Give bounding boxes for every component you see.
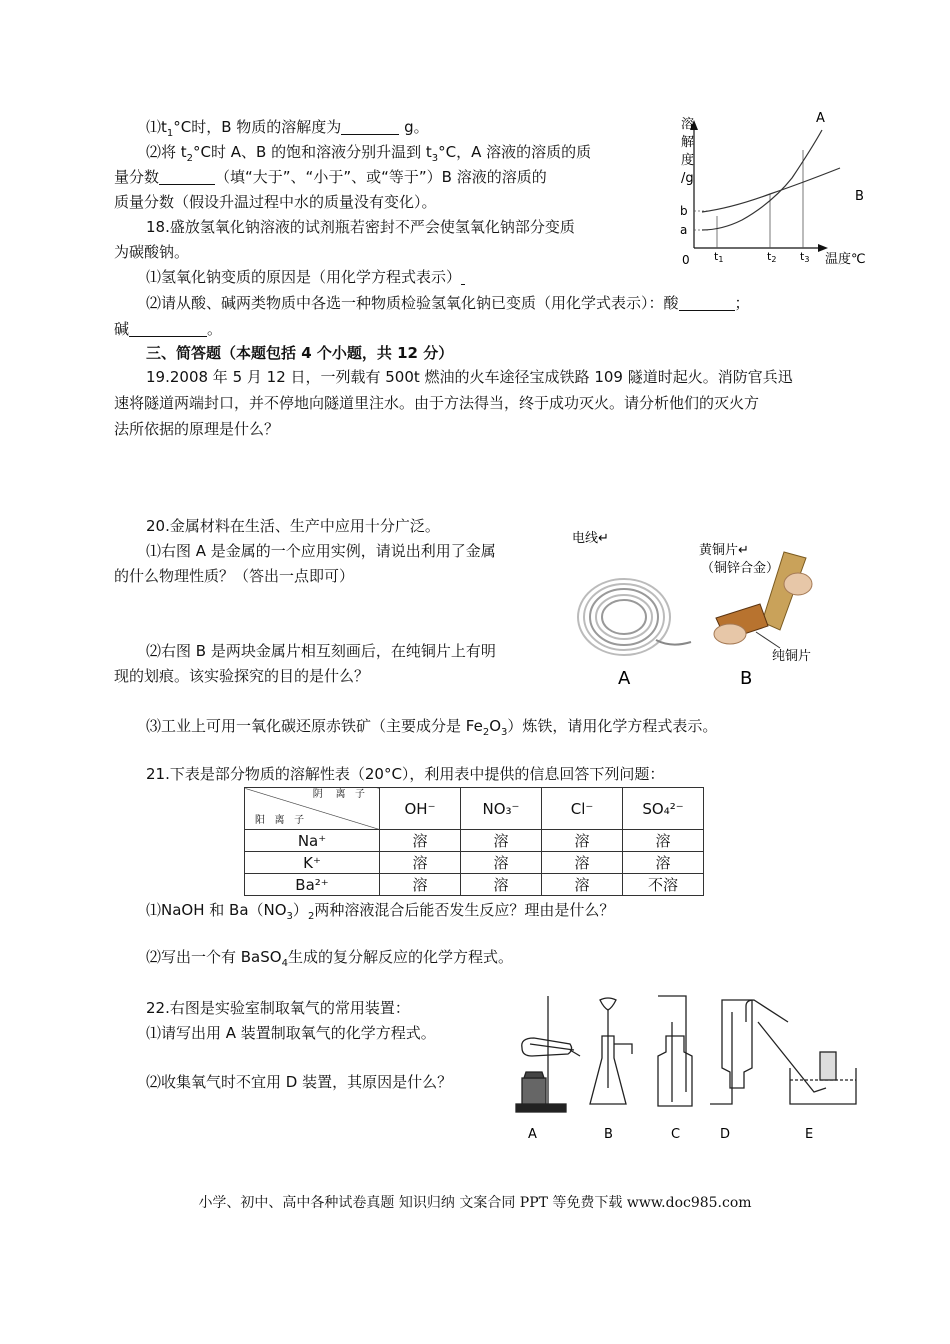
table-cell: 溶 <box>542 830 623 852</box>
q18-part2-line2 <box>114 316 222 342</box>
q21-part1 <box>146 897 614 923</box>
answer-blank[interactable] <box>129 320 207 337</box>
table-cell: 溶 <box>542 852 623 874</box>
text: ⑵写出一个有 BaSO <box>146 948 282 966</box>
subscript: 2 <box>482 727 490 738</box>
table-cell: 溶 <box>623 852 704 874</box>
y-axis-label: 溶解度/g <box>681 117 695 186</box>
q21-intro: 21.下表是部分物质的溶解性表（20°C），利用表中提供的信息回答下列问题： <box>146 765 665 783</box>
table-cell: 溶 <box>380 852 461 874</box>
table-cell: 溶 <box>623 830 704 852</box>
ion-cell: K⁺ <box>245 852 380 874</box>
table-cell: 溶 <box>542 874 623 896</box>
corner-anion: 阴 离 子 <box>312 789 365 800</box>
q17-part1 <box>146 114 429 140</box>
text: ⑴NaOH 和 Ba（NO <box>146 901 287 919</box>
text: 两种溶液混合后能否发生反应？理由是什么？ <box>314 901 615 919</box>
text: °C，A 溶液的溶质的质 <box>438 143 592 161</box>
figure-a-label: A <box>618 668 631 689</box>
subscript: 4 <box>281 958 288 969</box>
subscript: 3 <box>501 727 508 738</box>
text: g。 <box>404 118 429 136</box>
table-cell: 不溶 <box>623 874 704 896</box>
q18-intro: 18.盛放氢氧化钠溶液的试剂瓶若密封不严会使氢氧化钠部分变质 <box>146 218 575 236</box>
apparatus-label-a: A <box>528 1127 537 1142</box>
q22-part2: ⑵收集氧气时不宜用 D 装置，其原因是什么？ <box>146 1073 453 1091</box>
q21-part2 <box>146 944 513 970</box>
q17-part2 <box>146 139 591 165</box>
table-cell: 溶 <box>461 852 542 874</box>
curve-a <box>702 130 822 230</box>
subscript: 3 <box>431 153 439 164</box>
table-header: NO₃⁻ <box>461 788 542 830</box>
text: ⑵将 t <box>146 143 187 161</box>
text: ）炼铁，请用化学方程式表示。 <box>507 717 718 735</box>
text: ⑴t <box>146 118 167 136</box>
text: 碱 <box>114 320 130 338</box>
table-cell: 溶 <box>461 830 542 852</box>
q22-part1: ⑴请写出用 A 装置制取氧气的化学方程式。 <box>146 1024 436 1042</box>
text: 量分数 <box>114 168 160 186</box>
table-corner-cell <box>245 788 380 830</box>
q17-part2-line3: 质量分数（假设升温过程中水的质量没有变化）。 <box>114 193 437 211</box>
table-header: SO₄²⁻ <box>623 788 704 830</box>
ion-cell: Ba²⁺ <box>245 874 380 896</box>
text: ⑴氢氧化钠变质的原因是（用化学方程式表示） <box>146 268 462 286</box>
section-title: 三、简答题（本题包括 4 个小题，共 12 分） <box>146 344 454 362</box>
brass-label: 黄铜片↵ <box>699 543 749 558</box>
text: ⑶工业上可用一氧化碳还原赤铁矿（主要成分是 Fe <box>146 717 483 735</box>
copper-label: 纯铜片 <box>772 649 812 664</box>
x-axis-label: 温度℃ <box>825 252 866 267</box>
tick-a: a <box>680 223 688 237</box>
table-row <box>245 852 704 874</box>
apparatus-label-d: D <box>720 1127 731 1142</box>
q20-part1-line2: 的什么物理性质？（答出一点即可） <box>114 567 355 585</box>
tick-t1: t1 <box>714 250 724 264</box>
text: ） <box>292 901 308 919</box>
tick-t3: t3 <box>800 250 810 264</box>
apparatus-a <box>516 996 580 1112</box>
q20-part2: ⑵右图 B 是两块金属片相互刻画后，在纯铜片上有明 <box>146 642 496 660</box>
text: O <box>489 717 501 735</box>
q18-part1 <box>146 264 465 290</box>
origin-label: 0 <box>682 253 690 267</box>
figure-b-label: B <box>740 668 753 689</box>
q20-part2-line2: 现的划痕。该实验探究的目的是什么？ <box>114 667 370 685</box>
tick-t2: t2 <box>767 250 777 264</box>
q18-part2 <box>146 290 750 316</box>
answer-blank[interactable] <box>159 168 215 185</box>
subscript: 3 <box>286 911 293 922</box>
q18-intro-line2: 为碳酸钠。 <box>114 243 190 261</box>
apparatus-d <box>710 1000 788 1104</box>
q20-intro: 20.金属材料在生活、生产中应用十分广泛。 <box>146 517 440 535</box>
ion-cell: Na⁺ <box>245 830 380 852</box>
solubility-table <box>244 787 704 896</box>
wire-label: 电线↵ <box>572 531 609 546</box>
metal-figure <box>566 522 826 692</box>
table-header: OH⁻ <box>380 788 461 830</box>
apparatus-figure <box>508 992 868 1147</box>
curve-a-label: A <box>816 111 825 126</box>
table-cell: 溶 <box>380 830 461 852</box>
q19-line2: 速将隧道两端封口，并不停地向隧道里注水。由于方法得当，终于成功灭火。请分析他们的灭火方 <box>114 394 760 412</box>
q17-part2-line2 <box>114 164 547 190</box>
corner-cation: 阳 离 子 <box>255 815 305 826</box>
table-row <box>245 874 704 896</box>
apparatus-e <box>758 1022 856 1104</box>
q20-part1: ⑴右图 A 是金属的一个应用实例，请说出利用了金属 <box>146 542 496 560</box>
table-cell: 溶 <box>380 874 461 896</box>
text: ⑵请从酸、碱两类物质中各选一种物质检验氢氧化钠已变质（用化学式表示）：酸 <box>146 294 679 312</box>
q19-line1: 19.2008 年 5 月 12 日，一列载有 500t 燃油的火车途径宝成铁路 109 隧道时起火。消防官兵迅 <box>146 368 793 386</box>
answer-blank[interactable] <box>341 118 399 135</box>
page-footer: 小学、初中、高中各种试卷真题 知识归纳 文案合同 PPT 等免费下载 www.doc985.com <box>198 1195 752 1211</box>
table-cell: 溶 <box>461 874 542 896</box>
answer-blank[interactable] <box>679 294 735 311</box>
table-header: Cl⁻ <box>542 788 623 830</box>
brass-note: （铜锌合金） <box>701 561 780 576</box>
apparatus-label-e: E <box>805 1127 814 1142</box>
curve-b-label: B <box>855 189 864 204</box>
q20-part3 <box>146 713 717 739</box>
subscript: 2 <box>307 911 315 922</box>
text: °C时 A、B 的饱和溶液分别升温到 t <box>193 143 432 161</box>
subscript: 1 <box>166 128 174 139</box>
tick-b: b <box>680 204 688 218</box>
subscript: 2 <box>186 153 194 164</box>
q19-line3: 法所依据的原理是什么？ <box>114 420 280 438</box>
q22-intro: 22.右图是实验室制取氧气的常用装置： <box>146 999 410 1017</box>
answer-blank[interactable] <box>461 268 465 285</box>
apparatus-label-b: B <box>604 1127 613 1142</box>
table-row <box>245 830 704 852</box>
text: ； <box>734 294 750 312</box>
solubility-graph <box>672 108 882 268</box>
text: 。 <box>207 320 223 338</box>
wire-coil-image <box>578 579 691 655</box>
apparatus-c <box>658 996 692 1106</box>
curve-b <box>702 168 840 212</box>
text: 生成的复分解反应的化学方程式。 <box>287 948 513 966</box>
apparatus-b <box>590 998 632 1104</box>
text: °C时，B 物质的溶解度为 <box>173 118 342 136</box>
text: （填“大于”、“小于”、或“等于”）B 溶液的溶质的 <box>215 168 547 186</box>
apparatus-label-c: C <box>671 1127 681 1142</box>
